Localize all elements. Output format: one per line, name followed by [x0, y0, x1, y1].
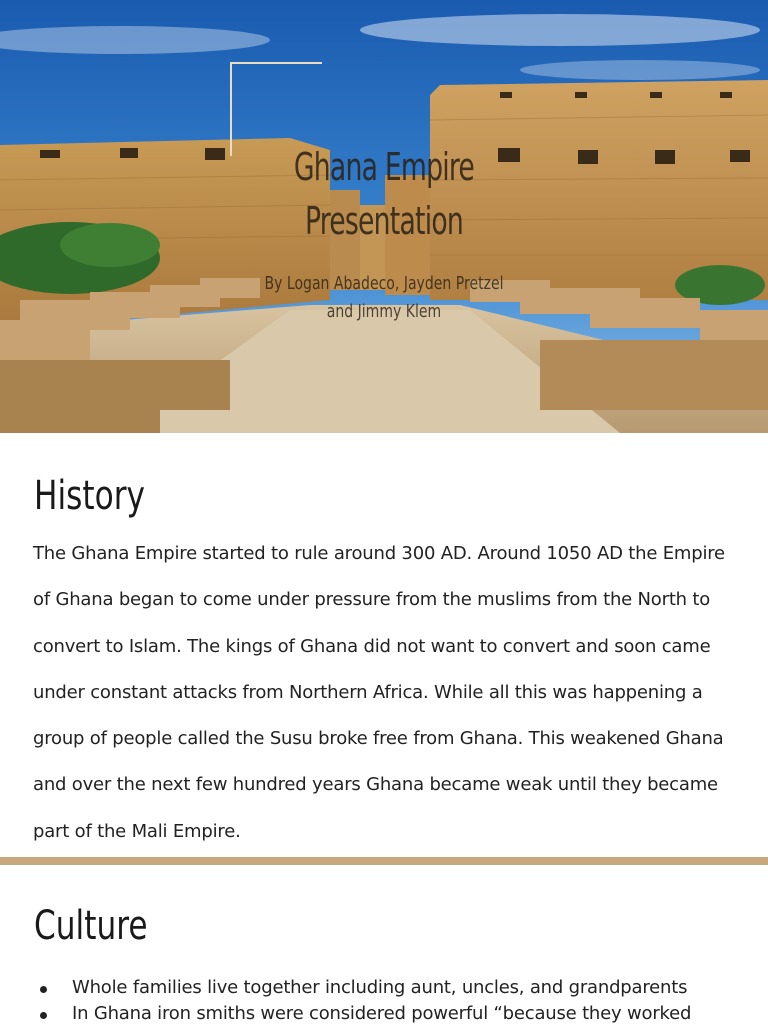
culture-slide: [0, 865, 768, 1024]
culture-heading: Culture: [34, 903, 148, 949]
history-paragraph: The Ghana Empire started to rule around 300 AD. Around 1050 AD the Empire of Ghana began to come under pressure from the muslims from the North to convert to Islam. The kings of Ghana did not want to convert and soon came under constant attacks from Northern Africa. While all this was happening a group of people called the Susu broke free from Ghana. This weakened Ghana and over the next few hundred years Ghana became weak until they became part of the Mali Empire.: [33, 543, 725, 842]
list-item-text: Whole families live together including aunt, uncles, and grandparents: [72, 977, 688, 998]
presentation-authors: By Logan Abadeco, Jayden Pretzel and Jimmy Klem: [264, 273, 504, 322]
list-item: [34, 975, 754, 1001]
bullet-icon: [40, 986, 47, 993]
presentation-title: Ghana Empire Presentation: [293, 145, 475, 243]
title-slide: [0, 0, 768, 433]
history-slide: [0, 433, 768, 857]
history-heading: History: [34, 473, 146, 519]
slide-divider: [0, 857, 768, 865]
bullet-icon: [40, 1012, 47, 1019]
culture-list: [34, 975, 754, 1024]
list-item: [34, 1001, 754, 1024]
list-item-text: In Ghana iron smiths were considered powerful “because they worked: [72, 1003, 692, 1024]
